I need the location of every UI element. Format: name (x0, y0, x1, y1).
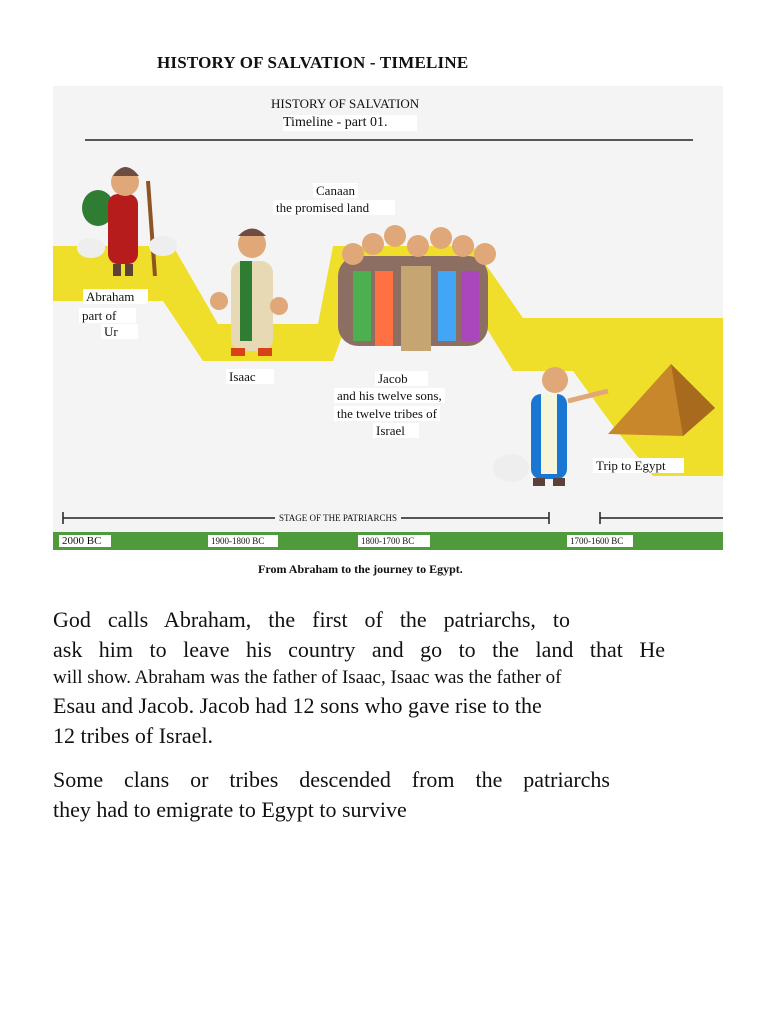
timeline-illustration (53, 86, 723, 550)
paragraph-1-line-3: will show. Abraham was the father of Isaac, Isaac was the father of (53, 667, 562, 688)
promised-land-label: the promised land (273, 200, 395, 215)
paragraph-2-line-1: Some clans or tribes descended from the patriarchs (53, 767, 610, 792)
figure-subtitle: Timeline - part 01. (283, 115, 417, 131)
date-1800-1700bc: 1800-1700 BC (358, 535, 430, 547)
canaan-label: Canaan (313, 183, 358, 198)
paragraph-2 (53, 765, 665, 825)
paragraph-2-line-2: they had to emigrate to Egypt to survive (53, 797, 407, 822)
paragraph-1-line-1: God calls Abraham, the first of the patriarchs, to (53, 607, 570, 632)
figure-caption: From Abraham to the journey to Egypt. (258, 562, 463, 576)
israel-label: Israel (373, 423, 419, 438)
timeline-artwork (53, 86, 723, 550)
abraham-ur-label: Ur (101, 324, 138, 339)
jacob-label: Jacob (375, 371, 428, 386)
stage-label: STAGE OF THE PATRIARCHS (275, 513, 401, 523)
jacob-and-sons-group-icon (338, 225, 496, 351)
abraham-origin-label: part of (79, 308, 136, 323)
date-2000bc: 2000 BC (59, 535, 111, 547)
figure-title: HISTORY OF SALVATION (271, 96, 420, 111)
date-1700-1600bc: 1700-1600 BC (567, 535, 633, 547)
abraham-label: Abraham (83, 289, 148, 304)
date-1900-1800bc: 1900-1800 BC (208, 535, 278, 547)
document-title: HISTORY OF SALVATION - TIMELINE (157, 53, 469, 72)
trip-to-egypt-label: Trip to Egypt (593, 458, 684, 473)
paragraph-1-line-5: 12 tribes of Israel. (53, 723, 214, 748)
jacob-sons-label: and his twelve sons, (334, 388, 445, 403)
jacob-tribes-label: the twelve tribes of (334, 406, 440, 421)
paragraph-1-line-2: ask him to leave his country and go to the land that He (53, 637, 665, 662)
isaac-label: Isaac (226, 369, 274, 384)
paragraph-1-line-4: Esau and Jacob. Jacob had 12 sons who gave rise to the (53, 693, 542, 718)
paragraph-1 (53, 605, 665, 751)
